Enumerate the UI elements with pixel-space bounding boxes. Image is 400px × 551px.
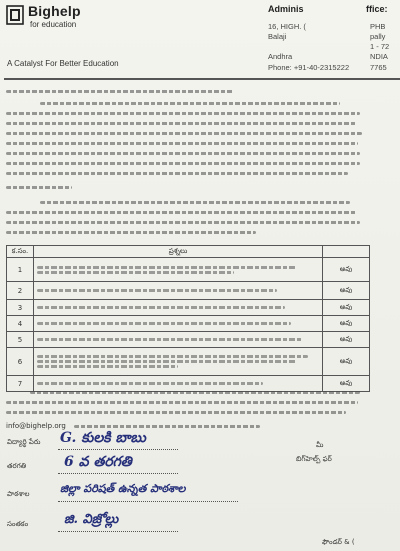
row-number: 3 xyxy=(7,300,34,316)
brand-subtitle: for education xyxy=(30,20,77,29)
answer-cell: అవు xyxy=(323,300,370,316)
question-text xyxy=(34,282,323,300)
row-number: 6 xyxy=(7,348,34,376)
text-line xyxy=(6,172,348,175)
text-line xyxy=(6,401,358,404)
text-line xyxy=(74,425,260,428)
answer-cell: అవు xyxy=(323,316,370,332)
text-line xyxy=(6,112,360,115)
school-label: పాఠశాల xyxy=(7,490,30,498)
text-line xyxy=(6,231,256,234)
answer-cell: అవు xyxy=(323,376,370,392)
signoff-org: బిగ్‌హెల్ప్ ఫర్ xyxy=(296,455,332,463)
answer-cell: అవు xyxy=(323,332,370,348)
text-line xyxy=(6,122,356,125)
column-header-answer xyxy=(323,246,370,258)
address-title: Adminis xyxy=(268,4,304,14)
text-line xyxy=(6,132,362,135)
text-line xyxy=(6,221,360,224)
address-line-3: Andhra xyxy=(268,52,293,61)
class-label: తరగతి xyxy=(7,462,27,470)
text-line xyxy=(6,90,234,93)
address-edge-4: 1 - 72 xyxy=(370,42,390,51)
row-number: 5 xyxy=(7,332,34,348)
row-number: 7 xyxy=(7,376,34,392)
parent-signature-line xyxy=(58,530,178,532)
brand-name: Bighelp xyxy=(28,3,81,19)
address-edge-6: 7765 xyxy=(370,63,387,72)
text-line xyxy=(6,142,358,145)
row-number: 1 xyxy=(7,258,34,282)
text-line xyxy=(40,201,350,204)
parent-signature-label: సంతకం xyxy=(7,520,29,528)
signoff-yours: మీ xyxy=(316,441,324,449)
table-row xyxy=(7,332,370,348)
address-line-1: 16, HIGH. ( xyxy=(268,22,306,31)
text-line xyxy=(6,411,346,414)
class-handwriting: 6 వ తరగతి xyxy=(64,454,132,470)
school-line xyxy=(58,500,238,502)
book-logo-icon xyxy=(6,5,24,25)
table-header-row xyxy=(7,246,370,258)
table-row xyxy=(7,316,370,332)
phone-number: Phone: +91-40-2315222 xyxy=(268,63,350,72)
address-edge-2: PHB xyxy=(370,22,386,31)
text-line xyxy=(40,102,340,105)
address-line-2: Balaji xyxy=(268,32,287,41)
text-line xyxy=(6,162,360,165)
school-handwriting: జిల్లా పరిషత్ ఉన్నత పాఠశాల xyxy=(60,482,186,495)
column-header-number: క.సం. xyxy=(7,246,34,258)
row-number: 4 xyxy=(7,316,34,332)
address-edge-3: pally xyxy=(370,32,386,41)
table-row xyxy=(7,376,370,392)
letterhead-divider xyxy=(4,78,400,80)
student-name-handwriting: G. కులకి బాబు xyxy=(60,430,146,446)
table-row xyxy=(7,300,370,316)
answer-cell: అవు xyxy=(323,258,370,282)
text-line xyxy=(6,211,356,214)
address-edge-1: ffice: xyxy=(366,4,388,14)
signoff-founder: ఫౌండర్ & ( xyxy=(322,538,355,546)
tagline: A Catalyst For Better Education xyxy=(7,59,119,68)
table-row xyxy=(7,348,370,376)
row-number: 2 xyxy=(7,282,34,300)
question-text xyxy=(34,300,323,316)
column-header-questions: ప్రశ్నలు xyxy=(34,246,323,258)
table-row xyxy=(7,258,370,282)
text-line xyxy=(30,391,360,394)
questions-table xyxy=(6,245,370,392)
question-text xyxy=(34,332,323,348)
student-name-label: విద్యార్థి పేరు xyxy=(7,438,41,446)
answer-cell: అవు xyxy=(323,348,370,376)
answer-cell: అవు xyxy=(323,282,370,300)
table-row xyxy=(7,282,370,300)
text-line xyxy=(6,152,360,155)
question-text xyxy=(34,258,323,282)
parent-signature-handwriting: జి. విజ్రోల్లు xyxy=(64,512,119,527)
question-text xyxy=(34,348,323,376)
text-line xyxy=(6,186,72,189)
question-text xyxy=(34,316,323,332)
email-link[interactable]: info@bighelp.org xyxy=(6,422,66,430)
question-text xyxy=(34,376,323,392)
address-edge-5: NDIA xyxy=(370,52,388,61)
